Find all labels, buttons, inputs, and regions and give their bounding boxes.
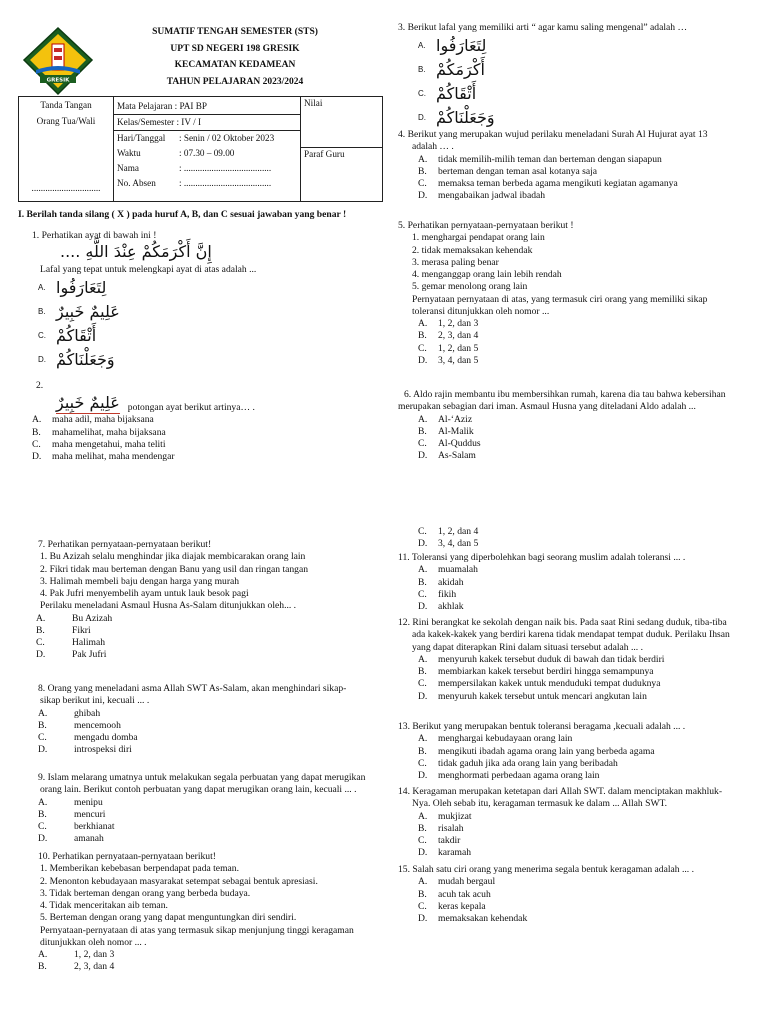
option-c[interactable]	[18, 821, 383, 833]
option-text: memaksakan kehendak	[438, 913, 528, 925]
statement: 4. menganggap orang lain lebih rendah	[412, 269, 562, 281]
question-15	[398, 864, 750, 925]
option-text: menipu	[74, 796, 103, 808]
option-c[interactable]	[398, 835, 750, 847]
question-prompt: Pernyataan-pernyataan di atas yang termasuk sikap menjunjung tinggi keragaman	[40, 924, 354, 936]
option-text: mencuri	[74, 808, 106, 820]
option-d[interactable]	[18, 744, 383, 756]
statement: 4. Tidak menceritakan aib teman.	[40, 900, 168, 912]
option-text: 3, 4, dan 5	[438, 538, 479, 550]
option-a[interactable]	[398, 414, 750, 426]
header-line: KECAMATAN KEDAMEAN	[174, 60, 296, 70]
svg-text:GRESIK: GRESIK	[46, 77, 70, 84]
option-d[interactable]	[398, 355, 750, 367]
option-letter: C.	[38, 331, 46, 341]
exam-header	[110, 24, 360, 90]
question-text: 1. Perhatikan ayat di bawah ini !	[32, 230, 157, 241]
option-letter: D.	[418, 113, 426, 123]
question-text: 12. Rini berangkat ke sekolah dengan naik bis. Pada saat Rini sedang duduk, tiba-tiba	[398, 617, 727, 628]
option-d[interactable]	[398, 190, 750, 202]
option-text: maha melihat, maha mendengar	[52, 451, 175, 463]
option-letter: A.	[418, 810, 428, 822]
statement: 1. Memberikan kebebasan berpendapat pada teman.	[40, 863, 239, 875]
question-text: 11. Toleransi yang diperbolehkan bagi seorang muslim adalah toleransi ... .	[398, 552, 686, 563]
statement: 5. gemar menolong orang lain	[412, 281, 528, 293]
option-text: introspeksi diri	[74, 744, 132, 756]
question-text: yang dapat diterapkan Rini dalam situasi tersebut adalah ... .	[412, 641, 643, 653]
question-prompt: Pernyataan pernyataan di atas, yang termasuk ciri orang yang memiliki sikap	[412, 293, 708, 305]
option-d[interactable]	[398, 691, 750, 703]
option-text: risalah	[438, 822, 464, 834]
question-8	[18, 683, 383, 757]
option-letter: B.	[38, 307, 46, 317]
option-letter: B.	[36, 624, 45, 636]
option-arabic-text: عَلِيمٌ خَبِيرٌ	[56, 302, 120, 322]
option-letter: C.	[418, 89, 426, 99]
option-letter: D.	[418, 847, 428, 859]
question-10	[18, 851, 383, 974]
question-4	[398, 129, 750, 203]
option-letter: C.	[38, 732, 47, 744]
option-d[interactable]	[18, 349, 383, 373]
question-2	[18, 380, 383, 463]
option-text: acuh tak acuh	[438, 888, 491, 900]
option-a[interactable]	[398, 34, 750, 58]
option-arabic-text: أَكْرَمَكُمْ	[436, 60, 485, 80]
detail-value: : PAI BP	[174, 100, 207, 111]
question-prompt: Lafal yang tepat untuk melengkapi ayat di atas adalah ...	[40, 264, 257, 276]
option-arabic-text: وَجَعَلْنَاكُمْ	[436, 108, 495, 128]
option-text: menghargai kebudayaan orang lain	[438, 733, 573, 745]
option-text: Halimah	[72, 637, 106, 649]
option-text: Bu Azizah	[72, 612, 113, 624]
option-text: Fikri	[72, 624, 91, 636]
question-text: 5. Perhatikan pernyataan-pernyataan berikut !	[398, 220, 574, 231]
question-text: potongan ayat berikut artinya… .	[127, 402, 255, 413]
option-letter: D.	[418, 538, 428, 550]
detail-value: : 07.30 – 09.00	[179, 147, 235, 158]
question-10-continued	[398, 526, 750, 551]
option-arabic-text: أَتْقَاكُمْ	[56, 326, 97, 346]
option-letter: B.	[418, 822, 427, 834]
option-text: akidah	[438, 576, 464, 588]
option-text: 3, 4, dan 5	[438, 354, 479, 366]
statement: 1. Bu Azizah selalu menghindar jika diajak membicarakan orang lain	[40, 551, 306, 563]
score-cell	[301, 97, 383, 148]
option-letter: B.	[38, 808, 47, 820]
option-letter: C.	[418, 588, 427, 600]
option-c[interactable]	[398, 343, 750, 355]
option-text: muamalah	[438, 564, 478, 576]
question-text: 3. Berikut lafal yang memiliki arti “ agar kamu saling mengenal” adalah …	[398, 22, 688, 33]
option-letter: A.	[32, 414, 42, 426]
option-text: 1, 2, dan 3	[438, 318, 479, 330]
question-prompt: ditunjukkan oleh nomor ... .	[40, 936, 147, 948]
parent-signature-cell	[19, 97, 114, 202]
option-letter: A.	[38, 949, 48, 961]
option-letter: D.	[418, 913, 428, 925]
option-letter: B.	[38, 719, 47, 731]
question-11	[398, 552, 750, 613]
option-letter: D.	[36, 649, 46, 661]
option-a[interactable]	[18, 949, 383, 961]
teacher-initial-label: Paraf Guru	[304, 149, 345, 160]
option-a[interactable]	[398, 811, 750, 823]
question-text: 4. Berikut yang merupakan wujud perilaku meneladani Surah Al Hujurat ayat 13	[398, 129, 708, 140]
question-text: 10. Perhatikan pernyataan-pernyataan berikut!	[38, 851, 216, 862]
detail-key: Kelas/Semester	[117, 116, 175, 127]
option-c[interactable]	[18, 439, 383, 451]
header-line: UPT SD NEGERI 198 GRESIK	[170, 43, 300, 54]
option-letter: B.	[418, 165, 427, 177]
option-text: mudah bergaul	[438, 876, 496, 888]
option-arabic-text: لِتَعَارَفُوا	[436, 36, 487, 56]
option-arabic-text: أَتْقَاكُمْ	[436, 84, 477, 104]
score-label: Nilai	[304, 98, 323, 108]
header-line: TAHUN PELAJARAN 2023/2024	[166, 76, 304, 87]
option-letter: D.	[38, 833, 48, 845]
absen-field[interactable]: : ......................................	[179, 177, 272, 188]
option-text: akhlak	[438, 601, 464, 613]
question-7	[18, 539, 383, 662]
option-letter: B.	[418, 666, 427, 678]
option-c[interactable]	[398, 758, 750, 770]
option-letter: A.	[418, 876, 428, 888]
option-c[interactable]	[18, 732, 383, 744]
option-text: tidak memilih-milih teman dan berteman dengan siapapun	[438, 153, 662, 165]
option-letter: A.	[418, 733, 428, 745]
sign-subtitle: Orang Tua/Wali	[36, 115, 96, 126]
option-d[interactable]	[398, 106, 750, 130]
statement: 2. tidak memaksakan kehendak	[412, 244, 533, 256]
statement: 3. Halimah membeli baju dengan harga yang murah	[40, 575, 240, 587]
option-a[interactable]	[18, 708, 383, 720]
option-text: mengikuti ibadah agama orang lain yang berbeda agama	[438, 745, 655, 757]
option-letter: C.	[418, 678, 427, 690]
statement: 3. merasa paling benar	[412, 256, 499, 268]
option-text: tidak gaduh jika ada orang lain yang beribadah	[438, 757, 618, 769]
option-c[interactable]	[18, 637, 383, 649]
question-text: sikap berikut ini, kecuali ... .	[40, 695, 150, 707]
option-c[interactable]	[18, 325, 383, 349]
option-text: keras kepala	[438, 900, 486, 912]
arabic-verse: إِنَّ أَكْرَمَكُمْ عِنْدَ اللَّهِ ....	[60, 242, 212, 262]
option-letter: D.	[418, 354, 428, 366]
option-letter: B.	[418, 65, 426, 75]
option-text: mengadu domba	[74, 732, 138, 744]
option-a[interactable]	[398, 154, 750, 166]
option-d[interactable]	[398, 770, 750, 782]
option-d[interactable]	[398, 450, 750, 462]
option-letter: C.	[418, 178, 427, 190]
option-letter: A.	[38, 707, 48, 719]
option-text: 2, 3, dan 4	[74, 961, 115, 973]
option-text: mahamelihat, maha bijaksana	[52, 426, 166, 438]
option-a[interactable]	[18, 414, 383, 426]
option-b[interactable]	[398, 58, 750, 82]
option-d[interactable]	[398, 601, 750, 613]
option-arabic-text: وَجَعَلْنَاكُمْ	[56, 350, 115, 370]
option-letter: A.	[418, 653, 428, 665]
student-info-table	[18, 96, 383, 202]
statement: 2. Fikri tidak mau berteman dengan Banu yang usil dan ringan tangan	[40, 563, 309, 575]
option-letter: A.	[418, 318, 428, 330]
option-letter: D.	[418, 601, 428, 613]
instruction-text: I. Berilah tanda silang ( X ) pada huruf A, B, dan C sesuai jawaban yang benar !	[18, 209, 347, 220]
option-letter: D.	[32, 451, 42, 463]
question-prompt: toleransi ditunjukkan oleh nomor ...	[412, 305, 550, 317]
option-text: mempersilakan kakek untuk menduduki tempat duduknya	[438, 678, 661, 690]
option-d[interactable]	[18, 451, 383, 463]
option-b[interactable]	[18, 301, 383, 325]
option-a[interactable]	[18, 797, 383, 809]
option-text: maha adil, maha bijaksana	[52, 414, 154, 426]
option-d[interactable]	[398, 538, 750, 550]
option-letter: C.	[418, 900, 427, 912]
question-text: Nya. Oleh sebab itu, keragaman termasuk ke dalam ... Allah SWT.	[412, 798, 668, 810]
option-b[interactable]	[398, 746, 750, 758]
detail-key: Waktu	[117, 147, 141, 158]
option-letter: D.	[418, 190, 428, 202]
option-b[interactable]	[398, 330, 750, 342]
option-text: 1, 2, dan 5	[438, 342, 479, 354]
detail-value: : Senin / 02 Oktober 2023	[179, 132, 275, 143]
statement: 3. Tidak berteman dengan orang yang berbeda budaya.	[40, 887, 251, 899]
option-a[interactable]	[398, 654, 750, 666]
option-letter: C.	[32, 438, 41, 450]
option-letter: A.	[418, 153, 428, 165]
option-letter: C.	[38, 821, 47, 833]
detail-value: : IV / I	[176, 116, 202, 127]
option-text: fikih	[438, 588, 457, 600]
option-letter: C.	[36, 637, 45, 649]
option-letter: B.	[418, 425, 427, 437]
teacher-initial-cell	[301, 148, 383, 202]
option-letter: A.	[418, 564, 428, 576]
option-d[interactable]	[398, 913, 750, 925]
option-c[interactable]	[398, 438, 750, 450]
option-b[interactable]	[398, 889, 750, 901]
option-letter: A.	[36, 612, 46, 624]
sign-line: ..............................	[31, 182, 101, 193]
option-letter: A.	[38, 283, 46, 293]
option-text: membiarkan kakek tersebut berdiri hingga semampunya	[438, 666, 654, 678]
question-text: 7. Perhatikan pernyataan-pernyataan berikut!	[38, 539, 212, 550]
option-text: maha mengetahui, maha teliti	[52, 438, 166, 450]
question-text: ada kakek-kakek yang berdiri karena tidak mendapat tempat duduk. Perilaku Ihsan	[412, 629, 730, 641]
subject-details-cell	[114, 97, 301, 202]
option-text: memaksa teman berbeda agama mengikuti kegiatan agamanya	[438, 178, 678, 190]
option-letter: D.	[418, 450, 428, 462]
option-text: Al-Malik	[438, 425, 474, 437]
option-b[interactable]	[18, 720, 383, 732]
statement: 1. menghargai pendapat orang lain	[412, 232, 545, 244]
option-text: 2, 3, dan 4	[438, 330, 479, 342]
option-text: Al-Quddus	[438, 438, 481, 450]
option-d[interactable]	[398, 847, 750, 859]
option-b[interactable]	[398, 666, 750, 678]
statement: 2. Menonton kebudayaan masyarakat setempat sebagai bentuk apresiasi.	[40, 875, 318, 887]
question-5	[398, 220, 750, 367]
question-text: 6. Aldo rajin membantu ibu membersihkan rumah, karena dia tau bahwa kebersihan	[404, 389, 726, 400]
option-text: As-Salam	[438, 450, 476, 462]
option-text: menyuruh kakek tersebut untuk mencari angkutan lain	[438, 690, 647, 702]
option-text: mengabaikan jadwal ibadah	[438, 190, 546, 202]
question-prompt: Perilaku meneladani Asmaul Husna As-Salam ditunjukkan oleh... .	[40, 600, 297, 612]
option-a[interactable]	[398, 876, 750, 888]
statement: 5. Berteman dengan orang yang dapat menguntungkan diri sendiri.	[40, 912, 297, 924]
question-6	[398, 389, 750, 463]
option-letter: D.	[418, 770, 428, 782]
header-line: SUMATIF TENGAH SEMESTER (STS)	[152, 27, 318, 37]
option-letter: D.	[38, 355, 46, 365]
option-c[interactable]	[398, 678, 750, 690]
option-b[interactable]	[398, 426, 750, 438]
question-14	[398, 786, 750, 860]
question-text: orang lain. Berikut contoh perbuatan yang dapat merugikan orang lain, kecuali ... .	[40, 784, 357, 796]
option-text: ghibah	[74, 707, 101, 719]
question-12	[398, 617, 750, 703]
option-letter: A.	[418, 41, 426, 51]
option-text: karamah	[438, 847, 472, 859]
option-letter: B.	[418, 576, 427, 588]
option-letter: B.	[418, 888, 427, 900]
detail-key: No. Absen	[117, 177, 156, 188]
option-letter: C.	[418, 757, 427, 769]
sign-title: Tanda Tangan	[40, 100, 92, 110]
option-letter: C.	[418, 835, 427, 847]
detail-key: Hari/Tanggal	[117, 132, 166, 143]
option-arabic-text: لِتَعَارَفُوا	[56, 278, 107, 298]
option-text: Al-‘Aziz	[438, 413, 473, 425]
option-letter: B.	[418, 330, 427, 342]
option-letter: B.	[32, 426, 41, 438]
option-letter: B.	[38, 961, 47, 973]
question-text: 14. Keragaman merupakan ketetapan dari Allah SWT. dalam menciptakan makhluk-	[398, 786, 723, 797]
option-a[interactable]	[18, 613, 383, 625]
option-text: 1, 2, dan 3	[74, 949, 115, 961]
option-text: 1, 2, dan 4	[438, 526, 479, 537]
option-b[interactable]	[398, 577, 750, 589]
statement: 4. Pak Jufri menyembelih ayam untuk lauk besok pagi	[40, 588, 249, 600]
name-field[interactable]: : ......................................	[179, 162, 272, 173]
option-c[interactable]	[398, 82, 750, 106]
option-letter: A.	[418, 413, 428, 425]
option-b[interactable]	[398, 823, 750, 835]
option-text: Pak Jufri	[72, 649, 107, 661]
school-logo	[22, 26, 94, 96]
question-9	[18, 772, 383, 846]
detail-key: Mata Pelajaran	[117, 100, 173, 111]
option-letter: D.	[38, 744, 48, 756]
option-text: menghormati perbedaan agama orang lain	[438, 770, 600, 782]
option-text: berkhianat	[74, 821, 115, 833]
question-text: merupakan sebagian dari iman. Asmaul Husna yang diteladani Aldo adalah ...	[398, 401, 696, 413]
option-d[interactable]	[18, 649, 383, 661]
option-a[interactable]	[398, 733, 750, 745]
option-letter: B.	[418, 745, 427, 757]
option-text: takdir	[438, 835, 461, 847]
detail-key: Nama	[117, 162, 139, 173]
option-c[interactable]	[398, 526, 750, 538]
option-b[interactable]	[18, 427, 383, 439]
question-13	[398, 721, 750, 782]
option-letter: C.	[418, 342, 427, 354]
option-c[interactable]	[398, 901, 750, 913]
option-d[interactable]	[18, 833, 383, 845]
option-letter: C.	[418, 438, 427, 450]
option-b[interactable]	[18, 625, 383, 637]
question-3	[398, 22, 750, 130]
option-a[interactable]	[398, 318, 750, 330]
question-number: 2.	[36, 380, 44, 391]
option-text: menyuruh kakek tersebut duduk di bawah dan tidak berdiri	[438, 653, 665, 665]
question-text: 8. Orang yang meneladani asma Allah SWT As-Salam, akan menghindari sikap-	[38, 683, 347, 694]
option-b[interactable]	[18, 961, 383, 973]
option-c[interactable]	[398, 589, 750, 601]
option-letter: C.	[418, 526, 427, 537]
option-text: amanah	[74, 833, 104, 845]
arabic-phrase: عَلِيمٌ خَبِيرٌ	[56, 393, 120, 414]
option-b[interactable]	[398, 166, 750, 178]
question-text: 9. Islam melarang umatnya untuk melakukan segala perbuatan yang dapat merugikan	[38, 772, 366, 783]
option-letter: A.	[38, 796, 48, 808]
option-text: berteman dengan teman asal kotanya saja	[438, 165, 598, 177]
question-1	[18, 230, 383, 373]
question-text: adalah … .	[412, 141, 454, 153]
option-text: mencemooh	[74, 719, 121, 731]
option-a[interactable]	[398, 564, 750, 576]
question-text: 15. Salah satu ciri orang yang menerima segala bentuk keragaman adalah ... .	[398, 864, 694, 875]
option-c[interactable]	[398, 178, 750, 190]
option-text: mukjizat	[438, 810, 472, 822]
option-a[interactable]	[18, 277, 383, 301]
question-text: 13. Berikut yang merupakan bentuk toleransi beragama ,kecuali adalah ... .	[398, 721, 686, 732]
option-b[interactable]	[18, 809, 383, 821]
option-letter: D.	[418, 690, 428, 702]
